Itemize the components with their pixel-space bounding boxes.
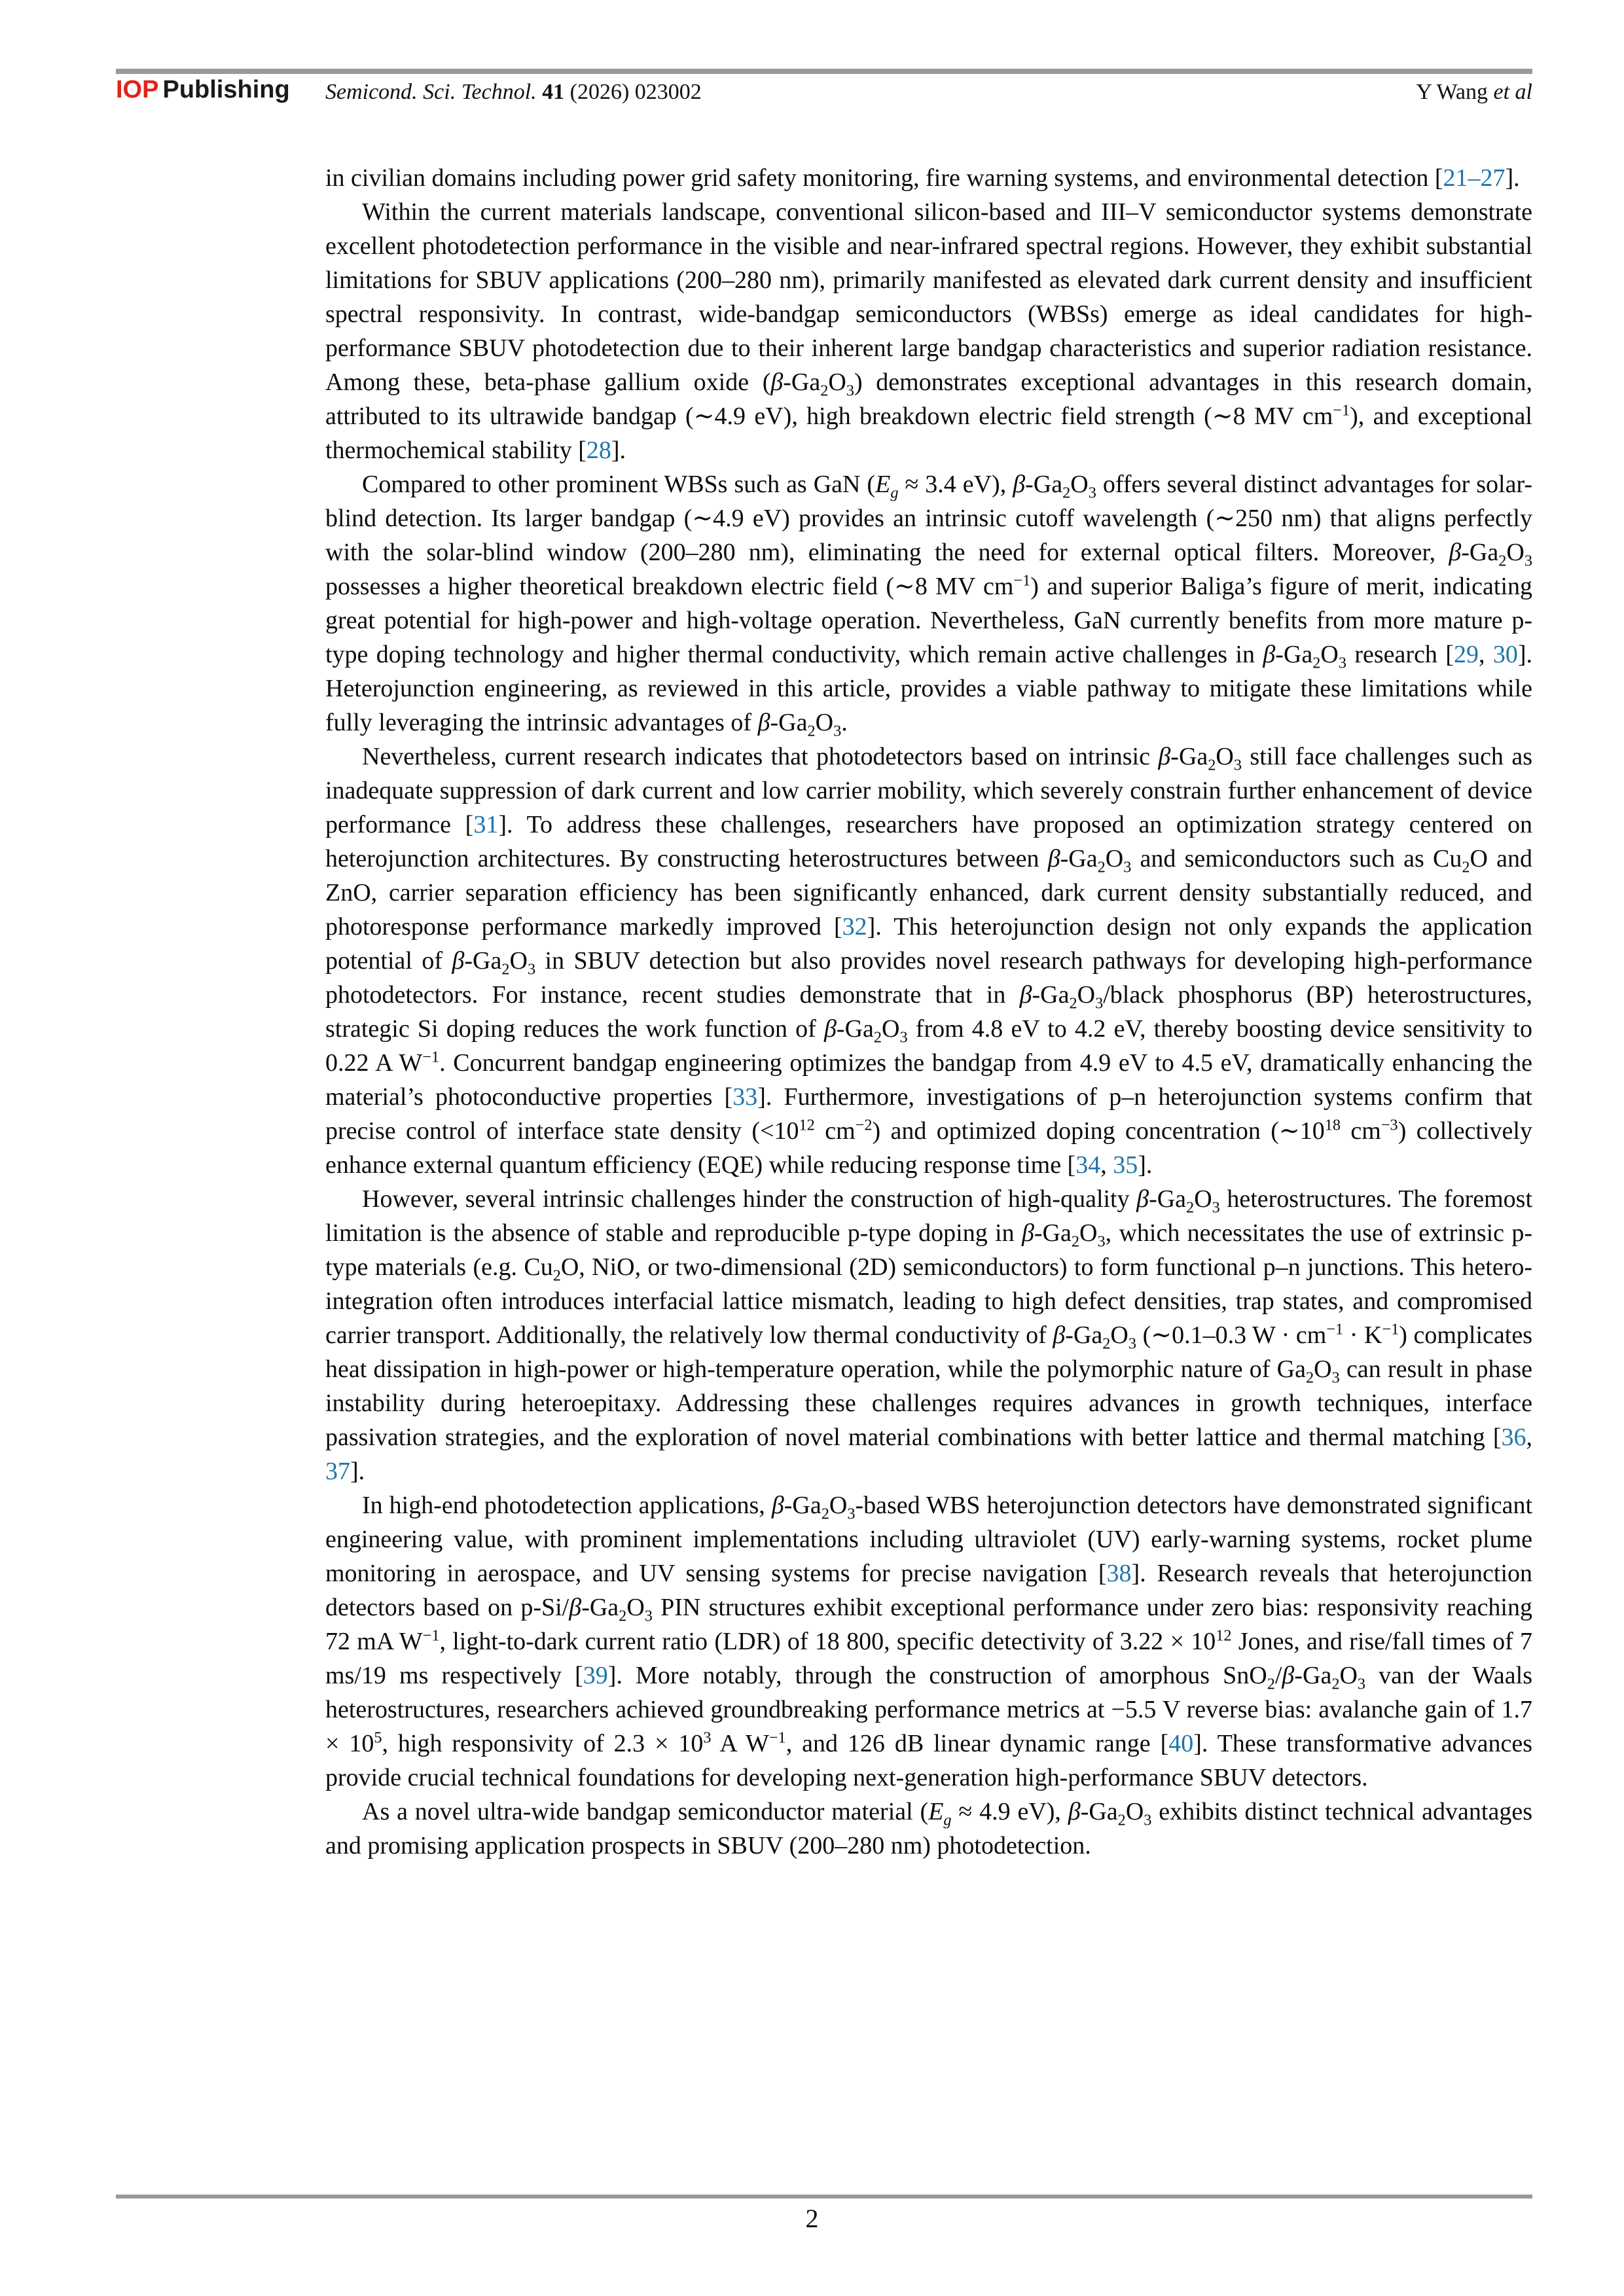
- citation-link[interactable]: 34: [1075, 1151, 1101, 1179]
- citation-link[interactable]: 21–27: [1443, 164, 1506, 192]
- subscript: 3: [644, 1607, 653, 1625]
- italic-symbol: β: [1158, 743, 1171, 770]
- citation-link[interactable]: 28: [586, 437, 611, 464]
- italic-symbol: β: [770, 368, 784, 396]
- subscript: 3: [1524, 552, 1532, 570]
- italic-symbol: E: [875, 471, 891, 498]
- italic-subscript: g: [943, 1811, 952, 1829]
- italic-symbol: β: [1019, 981, 1032, 1009]
- subscript: 2: [873, 1028, 882, 1047]
- subscript: 3: [1357, 1675, 1366, 1693]
- subscript: 3: [833, 722, 842, 740]
- paragraph: in civilian domains including power grid safety monitoring, fire warning systems, and environmental detection [21–27].: [325, 164, 1520, 192]
- subscript: 2: [821, 1505, 829, 1523]
- subscript: 2: [1102, 1335, 1111, 1353]
- article-body: [325, 161, 1532, 1863]
- superscript: −1: [422, 1048, 440, 1066]
- superscript: 12: [1216, 1626, 1232, 1645]
- superscript: 5: [374, 1729, 382, 1747]
- italic-symbol: β: [569, 1594, 582, 1621]
- subscript: 3: [847, 1505, 856, 1523]
- subscript: 2: [552, 1266, 561, 1285]
- journal-volume: 41: [542, 80, 565, 104]
- italic-subscript: g: [890, 484, 899, 502]
- superscript: 3: [703, 1729, 712, 1747]
- subscript: 3: [1212, 1198, 1220, 1217]
- italic-symbol: β: [1136, 1185, 1149, 1213]
- subscript: 2: [1331, 1675, 1340, 1693]
- iop-publishing-logo: [116, 76, 290, 103]
- journal-title: Semicond. Sci. Technol.: [325, 80, 537, 104]
- citation-link[interactable]: 37: [325, 1458, 350, 1485]
- subscript: 2: [1117, 1811, 1126, 1829]
- italic-symbol: β: [757, 709, 770, 736]
- iop-logo-text: IOP: [116, 76, 159, 103]
- citation-link[interactable]: 32: [842, 913, 867, 941]
- superscript: 12: [799, 1116, 815, 1134]
- citation-link[interactable]: 35: [1113, 1151, 1138, 1179]
- citation-link[interactable]: 39: [583, 1662, 608, 1689]
- subscript: 3: [1095, 994, 1104, 1013]
- paragraph: Compared to other prominent WBSs such as GaN ($E_g \approx 3.4$ eV), $\beta-Ga_2O_3$ offers several distinct advantages for solar-blind detection. Its larger bandgap (∼4.9 eV) provides an intrinsic cutoff wavelength (∼250 nm) that aligns perfectly with the solar-blind window (200–280 nm), eliminating the need for external optical filters. Moreover, $\beta-Ga_2O_3$ possesses a higher theoretical breakdown electric field (∼8 MV $cm^{-1}$) and superior Baliga’s figure of merit, indicating great potential for high-power and high-voltage operation. Nevertheless, GaN currently benefits from more mature p-type doping technology and higher thermal conductivity, which remain active challenges in $\beta-Ga_2O_3$ research [29, 30]. Heterojunction engineering, as reviewed in this article, provides a viable pathway to mitigate these limitations while fully leveraging the intrinsic advantages of $\beta-Ga_2O_3$.: [325, 471, 1533, 740]
- subscript: 3: [1123, 858, 1132, 876]
- italic-symbol: β: [1449, 539, 1462, 566]
- subscript: 2: [501, 960, 510, 978]
- subscript: 2: [1069, 994, 1077, 1013]
- subscript: 2: [1186, 1198, 1195, 1217]
- citation-link[interactable]: 36: [1501, 1424, 1526, 1451]
- superscript: −1: [1333, 401, 1350, 420]
- superscript: −1: [1013, 571, 1031, 590]
- italic-symbol: β: [452, 947, 465, 975]
- subscript: 3: [527, 960, 536, 978]
- subscript: 2: [1462, 858, 1470, 876]
- footer-rule: [116, 2195, 1532, 2198]
- subscript: 2: [1062, 484, 1071, 502]
- italic-symbol: β: [1282, 1662, 1295, 1689]
- italic-symbol: β: [823, 1015, 837, 1043]
- subscript: 3: [1097, 1232, 1106, 1251]
- subscript: 3: [1088, 484, 1096, 502]
- subscript: 2: [1312, 654, 1321, 672]
- superscript: −1: [768, 1729, 786, 1747]
- subscript: 2: [1071, 1232, 1080, 1251]
- subscript: 2: [1305, 1369, 1314, 1387]
- italic-symbol: β: [771, 1492, 784, 1519]
- subscript: 3: [1128, 1335, 1137, 1353]
- superscript: 18: [1324, 1116, 1341, 1134]
- italic-symbol: β: [1047, 845, 1060, 872]
- italic-symbol: β: [1263, 641, 1276, 668]
- subscript: 3: [1233, 756, 1242, 774]
- subscript: 2: [807, 722, 816, 740]
- subscript: 3: [1144, 1811, 1152, 1829]
- paragraph: In high-end photodetection applications, $\beta-Ga_2O_3$-based WBS heterojunction detectors have demonstrated significant engineering value, with prominent implementations including ultraviolet (UV) early-warning systems, rocket plume monitoring in aerospace, and UV sensing systems for precise navigation [38]. Research reveals that heterojunction detectors based on $p-Si/\beta-Ga_2O_3$ PIN structures exhibit exceptional performance under zero bias: responsivity reaching 72 mA $W^{-1}$, light-to-dark current ratio (LDR) of 18 800, specific detectivity of $3.22 \times 10^{12}$ Jones, and rise/fall times of 7 ms/19 ms respectively [39]. More notably, through the construction of amorphous $SnO_2/\beta-Ga_2O_3$ van der Waals heterostructures, researchers achieved groundbreaking performance metrics at −5.5 V reverse bias: avalanche gain of $1.7 \times 10^5$, high responsivity of $2.3 \times 10^3$ A $W^{-1}$, and 126 dB linear dynamic range [40]. These transformative advances provide crucial technical foundations for developing next-generation high-performance SBUV detectors.: [325, 1492, 1532, 1791]
- italic-symbol: β: [1068, 1798, 1081, 1825]
- paragraph: As a novel ultra-wide bandgap semiconductor material ($E_g \approx 4.9$ eV), $\beta-Ga_2O_3$ exhibits distinct technical advantages and promising application prospects in SBUV (200–280 nm) photodetection.: [325, 1798, 1532, 1859]
- subscript: 2: [1498, 552, 1507, 570]
- subscript: 2: [1208, 756, 1216, 774]
- italic-symbol: E: [928, 1798, 944, 1825]
- citation-link[interactable]: 40: [1168, 1730, 1194, 1757]
- subscript: 2: [1097, 858, 1106, 876]
- author-name: Y Wang: [1416, 80, 1489, 104]
- citation-link[interactable]: 38: [1106, 1560, 1132, 1587]
- italic-symbol: β: [1021, 1219, 1034, 1247]
- superscript: −3: [1380, 1116, 1398, 1134]
- citation-link[interactable]: 30: [1492, 641, 1518, 668]
- subscript: 3: [1331, 1369, 1340, 1387]
- header-rule: [116, 69, 1532, 74]
- italic-symbol: β: [1053, 1321, 1066, 1349]
- superscript: −2: [855, 1116, 873, 1134]
- subscript: 2: [820, 382, 829, 400]
- superscript: −1: [1382, 1320, 1399, 1338]
- superscript: −1: [1326, 1320, 1344, 1338]
- superscript: −1: [422, 1626, 440, 1645]
- subscript: 2: [1267, 1675, 1275, 1693]
- subscript: 3: [1338, 654, 1346, 672]
- citation-link[interactable]: 31: [473, 811, 499, 838]
- running-author: [1416, 79, 1532, 105]
- paragraph: Within the current materials landscape, conventional silicon-based and III–V semiconductor systems demonstrate excellent photodetection performance in the visible and near-infrared spectral regions. However, they exhibit substantial limitations for SBUV applications (200–280 nm), primarily manifested as elevated dark current density and insufficient spectral responsivity. In contrast, wide-bandgap semiconductors (WBSs) emerge as ideal candidates for high-performance SBUV photodetection due to their inherent large bandgap characteristics and superior radiation resistance. Among these, beta-phase gallium oxide $(\beta-Ga_2O_3)$ demonstrates exceptional advantages in this research domain, attributed to its ultrawide bandgap (∼4.9 eV), high breakdown electric field strength (∼8 MV $cm^{-1}$), and exceptional thermochemical stability [28].: [325, 198, 1532, 464]
- publishing-logo-text: Publishing: [162, 76, 290, 103]
- citation-link[interactable]: 33: [732, 1083, 758, 1111]
- citation-link[interactable]: 29: [1453, 641, 1479, 668]
- italic-symbol: β: [1013, 471, 1026, 498]
- journal-issue-article: (2026) 023002: [569, 80, 702, 104]
- subscript: 3: [846, 382, 855, 400]
- page-number: 2: [805, 2204, 819, 2233]
- author-etal: et al: [1493, 80, 1532, 104]
- subscript: 3: [899, 1028, 908, 1047]
- paragraph: However, several intrinsic challenges hinder the construction of high-quality $\beta-Ga_2O_3$ heterostructures. The foremost limitation is the absence of stable and reproducible p-type doping in $\beta-Ga_2O_3$, which necessitates the use of extrinsic p-type materials (e.g. $Cu_2O$, NiO, or two-dimensional (2D) semiconductors) to form functional p–n junctions. This hetero-integration often introduces interfacial lattice mismatch, leading to high defect densities, trap states, and compromised carrier transport. Additionally, the relatively low thermal conductivity of $\beta-Ga_2O_3$ (∼0.1–0.3 $W \cdot cm^{-1} \cdot K^{-1}$) complicates heat dissipation in high-power or high-temperature operation, while the polymorphic nature of $Ga_2O_3$ can result in phase instability during heteroepitaxy. Addressing these challenges requires advances in growth techniques, interface passivation strategies, and the exploration of novel material combinations with better lattice and thermal matching [36, 37].: [325, 1185, 1533, 1485]
- subscript: 2: [619, 1607, 627, 1625]
- paragraph: Nevertheless, current research indicates that photodetectors based on intrinsic $\beta-Ga_2O_3$ still face challenges such as inadequate suppression of dark current and low carrier mobility, which severely constrain further enhancement of device performance [31]. To address these challenges, researchers have proposed an optimization strategy centered on heterojunction architectures. By constructing heterostructures between $\beta-Ga_2O_3$ and semiconductors such as $Cu_2O$ and ZnO, carrier separation efficiency has been significantly enhanced, dark current density substantially reduced, and photoresponse performance markedly improved [32]. This heterojunction design not only expands the application potential of $\beta-Ga_2O_3$ in SBUV detection but also provides novel research pathways for developing high-performance photodetectors. For instance, recent studies demonstrate that in $\beta-Ga_2O_3$/black phosphorus (BP) heterostructures, strategic Si doping reduces the work function of $\beta-Ga_2O_3$ from 4.8 eV to 4.2 eV, thereby boosting device sensitivity to 0.22 A $W^{-1}$. Concurrent bandgap engineering optimizes the bandgap from 4.9 eV to 4.5 eV, dramatically enhancing the material’s photoconductive properties [33]. Furthermore, investigations of p–n heterojunction systems confirm that precise control of interface state density ($<10^{12}$ $cm^{-2}$) and optimized doping concentration ($\sim 10^{18}$ $cm^{-3}$) collectively enhance external quantum efficiency (EQE) while reducing response time [34, 35].: [325, 743, 1533, 1179]
- journal-citation: [325, 79, 702, 105]
